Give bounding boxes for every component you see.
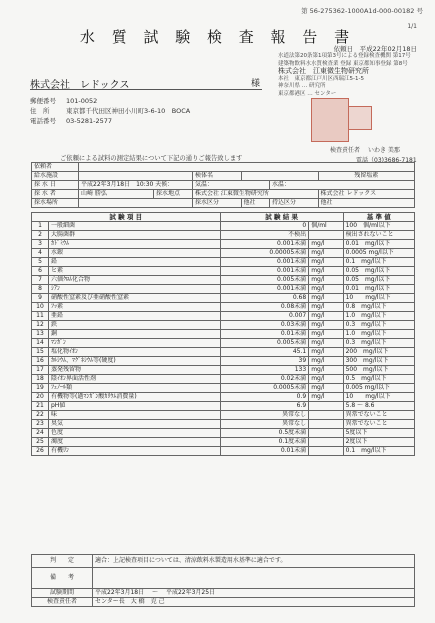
table-row xyxy=(32,222,415,231)
row-unit xyxy=(309,438,343,447)
row-number: 20 xyxy=(32,393,49,402)
lab-line: 建築物飲料水水質検査業 登録 東京都知事登録 第8号 xyxy=(278,60,408,67)
row-item: 銅 xyxy=(49,330,221,339)
row-result: 45.1 xyxy=(220,348,309,357)
sign-label: 検査責任者 xyxy=(330,147,361,154)
table-row xyxy=(32,303,415,312)
company-seal xyxy=(311,98,349,142)
responsible-value: センター長 大 橋 克 己 xyxy=(93,598,415,607)
row-unit: mg/l xyxy=(309,375,343,384)
row-item: ﾌｪﾉｰﾙ類 xyxy=(49,384,221,393)
sample-value: 平成22年3月18日 10:30 天候： xyxy=(79,181,193,190)
row-unit: mg/l xyxy=(309,285,343,294)
table-row xyxy=(32,240,415,249)
row-result: 0.08未満 xyxy=(220,303,309,312)
row-standard: 10 mg/l以下 xyxy=(343,294,414,303)
row-item: 一般細菌 xyxy=(49,222,221,231)
table-row xyxy=(32,276,415,285)
row-result: 39 xyxy=(220,357,309,366)
row-result: 異常なし xyxy=(220,420,309,429)
carry-label: 持込区分 xyxy=(269,199,318,208)
row-standard: 5度以下 xyxy=(343,429,414,438)
row-unit: mg/l xyxy=(309,312,343,321)
customer-tel: 電話番号 03-5281-2577 xyxy=(30,117,113,125)
row-item: ヒ素 xyxy=(49,267,221,276)
customer-name-text: 株式会社 レドックス xyxy=(30,80,130,91)
row-standard: 0.8 mg/l以下 xyxy=(343,303,414,312)
row-standard: 0.05 mg/l以下 xyxy=(343,276,414,285)
row-number: 15 xyxy=(32,348,49,357)
row-number: 14 xyxy=(32,339,49,348)
row-unit xyxy=(309,231,343,240)
row-unit xyxy=(309,429,343,438)
row-item: ｶﾙｼｳﾑ、ﾏｸﾞﾈｼｳﾑ等(硬度) xyxy=(49,357,221,366)
table-row xyxy=(32,420,415,429)
table-row xyxy=(32,375,415,384)
row-number: 26 xyxy=(32,447,49,456)
row-standard: 0.05 mg/l以下 xyxy=(343,267,414,276)
row-result: 0.9 xyxy=(220,393,309,402)
row-unit: mg/l xyxy=(309,330,343,339)
row-item: 色度 xyxy=(49,429,221,438)
results-table xyxy=(31,212,415,456)
row-number: 19 xyxy=(32,384,49,393)
row-result: 0.001未満 xyxy=(220,240,309,249)
table-row xyxy=(32,447,415,456)
row-number: 23 xyxy=(32,420,49,429)
row-standard: 0.1 mg/l以下 xyxy=(343,447,414,456)
table-row xyxy=(32,393,415,402)
row-item: 鉄 xyxy=(49,321,221,330)
table-row xyxy=(32,294,415,303)
row-item: 有機物等(過ﾏﾝｶﾞﾝ酸ｶﾘｳﾑ消費量) xyxy=(49,393,221,402)
col-item: 試 験 項 目 xyxy=(32,213,221,222)
row-result: 0 xyxy=(220,222,309,231)
customer-suffix: 様 xyxy=(250,79,260,89)
row-item: 大腸菌群 xyxy=(49,231,221,240)
row-item: 硝酸性窒素及び亜硝酸性窒素 xyxy=(49,294,221,303)
table-row xyxy=(32,312,415,321)
row-number: 18 xyxy=(32,375,49,384)
row-standard: 500 mg/l以下 xyxy=(343,366,414,375)
row-standard: 0.5 mg/l以下 xyxy=(343,375,414,384)
sign-name: いわき 美那 xyxy=(367,147,400,154)
row-standard: 0.01 mg/l以下 xyxy=(343,285,414,294)
row-item: 有機ﾘﾝ xyxy=(49,447,221,456)
row-unit: mg/l xyxy=(309,348,343,357)
lab-name: 株式会社 江東微生物研究所 xyxy=(278,67,369,75)
row-unit xyxy=(309,447,343,456)
row-standard: 200 mg/l以下 xyxy=(343,348,414,357)
type-label: 採水区分 xyxy=(193,199,242,208)
row-number: 8 xyxy=(32,285,49,294)
table-row xyxy=(32,438,415,447)
row-item: 六価ｸﾛﾑ化合物 xyxy=(49,276,221,285)
row-standard: 100 個/ml以下 xyxy=(343,222,414,231)
category-value: 残留塩素 xyxy=(318,172,414,181)
place-label: 採水地点 xyxy=(154,190,193,199)
remark-value xyxy=(93,568,415,589)
row-standard: 0.3 mg/l以下 xyxy=(343,339,414,348)
row-result: 不検出 xyxy=(220,231,309,240)
row-number: 10 xyxy=(32,303,49,312)
water-temp-label: 水温： xyxy=(269,181,414,190)
row-item: pH値 xyxy=(49,402,221,411)
lab-info xyxy=(278,53,428,98)
org-value: 株式会社 レドックス xyxy=(318,190,414,199)
table-row xyxy=(32,429,415,438)
location-label: 採水場所 xyxy=(32,199,79,208)
row-result: 0.68 xyxy=(220,294,309,303)
row-number: 13 xyxy=(32,330,49,339)
row-result: 0.00005未満 xyxy=(220,249,309,258)
row-unit: mg/l xyxy=(309,240,343,249)
row-item: ｼｱﾝ xyxy=(49,285,221,294)
row-number: 21 xyxy=(32,402,49,411)
row-number: 9 xyxy=(32,294,49,303)
responsible-label: 検査責任者 xyxy=(32,598,93,607)
row-unit xyxy=(309,402,343,411)
location-value xyxy=(79,199,193,208)
period-label: 試験期間 xyxy=(32,589,93,598)
row-standard: 0.3 mg/l以下 xyxy=(343,321,414,330)
row-unit: mg/l xyxy=(309,339,343,348)
customer-address: 住 所 東京都千代田区神田小川町3-6-10 BOCA xyxy=(30,107,191,115)
row-item: 濁度 xyxy=(49,438,221,447)
row-unit: mg/l xyxy=(309,303,343,312)
report-reference-number: 第 56-275362-1000A1d-000-00182 号 xyxy=(301,7,423,15)
footer-table xyxy=(31,554,415,607)
report-title: 水 質 試 験 検 査 報 告 書 xyxy=(79,28,356,46)
row-unit: mg/l xyxy=(309,258,343,267)
row-result: 0.001未満 xyxy=(220,285,309,294)
row-standard: 異常でないこと xyxy=(343,420,414,429)
personal-seal xyxy=(348,106,372,130)
table-row xyxy=(32,258,415,267)
row-standard: 10 mg/l以下 xyxy=(343,393,414,402)
row-unit: mg/l xyxy=(309,294,343,303)
row-number: 2 xyxy=(32,231,49,240)
row-unit: mg/l xyxy=(309,393,343,402)
table-row xyxy=(32,366,415,375)
row-unit: mg/l xyxy=(309,357,343,366)
lab-tel: 電話（03)3686-7181 xyxy=(356,157,417,164)
row-number: 17 xyxy=(32,366,49,375)
lab-line: 水道法第20条第1項第3号による登録検査機関 第17号 xyxy=(278,53,411,59)
row-number: 7 xyxy=(32,276,49,285)
facility-label: 給水施設 xyxy=(32,172,79,181)
meta-table xyxy=(31,162,415,208)
type-value: 他社 xyxy=(241,199,269,208)
judge-value: 適合：上記検査項目については、清涼飲料水製造用水基準に適合です。 xyxy=(93,555,415,568)
table-row xyxy=(32,249,415,258)
row-standard: 0.01 mg/l以下 xyxy=(343,240,414,249)
lab-line: 東京都港区 … センター xyxy=(278,90,337,97)
row-unit xyxy=(309,411,343,420)
table-row xyxy=(32,348,415,357)
row-standard: 異常でないこと xyxy=(343,411,414,420)
row-item: 臭気 xyxy=(49,420,221,429)
customer-name xyxy=(30,76,262,90)
client-value xyxy=(79,163,415,172)
row-item: 亜鉛 xyxy=(49,312,221,321)
row-result: 0.1度未満 xyxy=(220,438,309,447)
page-number: 1/1 xyxy=(407,23,417,30)
row-standard: 検出されないこと xyxy=(343,231,414,240)
row-result: 異常なし xyxy=(220,411,309,420)
row-number: 22 xyxy=(32,411,49,420)
row-standard: 1.0 mg/l以下 xyxy=(343,330,414,339)
row-number: 5 xyxy=(32,258,49,267)
customer-zip: 郵便番号 101-0052 xyxy=(30,97,98,105)
table-row xyxy=(32,339,415,348)
row-unit: mg/l xyxy=(309,384,343,393)
judge-label: 判 定 xyxy=(32,555,93,568)
row-result: 133 xyxy=(220,366,309,375)
row-item: ｶﾄﾞﾐｳﾑ xyxy=(49,240,221,249)
row-result: 0.001未満 xyxy=(220,267,309,276)
row-result: 0.005未満 xyxy=(220,276,309,285)
row-standard: 0.005 mg/l以下 xyxy=(343,384,414,393)
row-unit: mg/l xyxy=(309,249,343,258)
row-number: 1 xyxy=(32,222,49,231)
row-item: ﾏﾝｶﾞﾝ xyxy=(49,339,221,348)
row-item: ﾌｯ素 xyxy=(49,303,221,312)
row-result: 0.02未満 xyxy=(220,375,309,384)
table-row xyxy=(32,402,415,411)
row-unit: mg/l xyxy=(309,321,343,330)
row-unit: mg/l xyxy=(309,267,343,276)
row-unit: mg/l xyxy=(309,276,343,285)
row-result: 0.03未満 xyxy=(220,321,309,330)
row-result: 6.9 xyxy=(220,402,309,411)
table-row xyxy=(32,330,415,339)
row-item: 味 xyxy=(49,411,221,420)
col-result: 試 験 結 果 xyxy=(220,213,343,222)
row-item: 塩化物ｲｵﾝ xyxy=(49,348,221,357)
row-number: 4 xyxy=(32,249,49,258)
row-unit: mg/l xyxy=(309,366,343,375)
collector-label: 採 水 者 xyxy=(32,190,79,199)
row-standard: 0.0005 mg/l以下 xyxy=(343,249,414,258)
row-unit xyxy=(309,420,343,429)
period-value: 平成22年3月18日 ～ 平成22年3月25日 xyxy=(93,589,415,598)
facility-value xyxy=(79,172,193,181)
table-row xyxy=(32,267,415,276)
collector-value: 山崎 勝弘 xyxy=(79,190,154,199)
row-standard: 0.1 mg/l以下 xyxy=(343,258,414,267)
row-standard: 5.8 ～ 8.6 xyxy=(343,402,414,411)
row-result: 0.001未満 xyxy=(220,258,309,267)
place-value: 株式会社 江東微生物研究所 xyxy=(193,190,319,199)
table-row xyxy=(32,357,415,366)
lab-line: 神奈川県 … 研究所 xyxy=(278,83,326,89)
row-standard: 1.0 mg/l以下 xyxy=(343,312,414,321)
notice-text: ご依頼による試料の測定結果について下記の通りご報告致します xyxy=(60,155,243,162)
remark-label: 備 考 xyxy=(32,568,93,589)
row-item: 陰ｲｵﾝ界面活性剤 xyxy=(49,375,221,384)
client-label: 依頼者 xyxy=(32,163,79,172)
row-result: 0.0005未満 xyxy=(220,384,309,393)
row-item: 水銀 xyxy=(49,249,221,258)
inspection-value xyxy=(241,172,318,181)
table-row xyxy=(32,285,415,294)
row-standard: 300 mg/l以下 xyxy=(343,357,414,366)
issue-date: 依頼日 平成22年02月18日 xyxy=(333,45,417,53)
row-number: 3 xyxy=(32,240,49,249)
row-number: 16 xyxy=(32,357,49,366)
col-standard: 基 準 値 xyxy=(343,213,414,222)
row-result: 0.01未満 xyxy=(220,330,309,339)
lab-line: 本社 東京都江戸川区西瑞江5-1-5 xyxy=(278,75,364,82)
row-number: 12 xyxy=(32,321,49,330)
row-number: 6 xyxy=(32,267,49,276)
row-number: 24 xyxy=(32,429,49,438)
table-row xyxy=(32,321,415,330)
table-row xyxy=(32,384,415,393)
row-item: 鉛 xyxy=(49,258,221,267)
row-item: 蒸発残留物 xyxy=(49,366,221,375)
row-unit: 個/ml xyxy=(309,222,343,231)
row-result: 0.007 xyxy=(220,312,309,321)
row-result: 0.01未満 xyxy=(220,447,309,456)
weather-label: 気温： xyxy=(193,181,270,190)
row-standard: 2度以下 xyxy=(343,438,414,447)
row-result: 0.005未満 xyxy=(220,339,309,348)
row-number: 11 xyxy=(32,312,49,321)
carry-value: 他社 xyxy=(318,199,414,208)
row-result: 0.5度未満 xyxy=(220,429,309,438)
table-row xyxy=(32,411,415,420)
inspection-label: 検体名 xyxy=(193,172,242,181)
row-number: 25 xyxy=(32,438,49,447)
table-row xyxy=(32,231,415,240)
sample-label: 採 水 日 xyxy=(32,181,79,190)
